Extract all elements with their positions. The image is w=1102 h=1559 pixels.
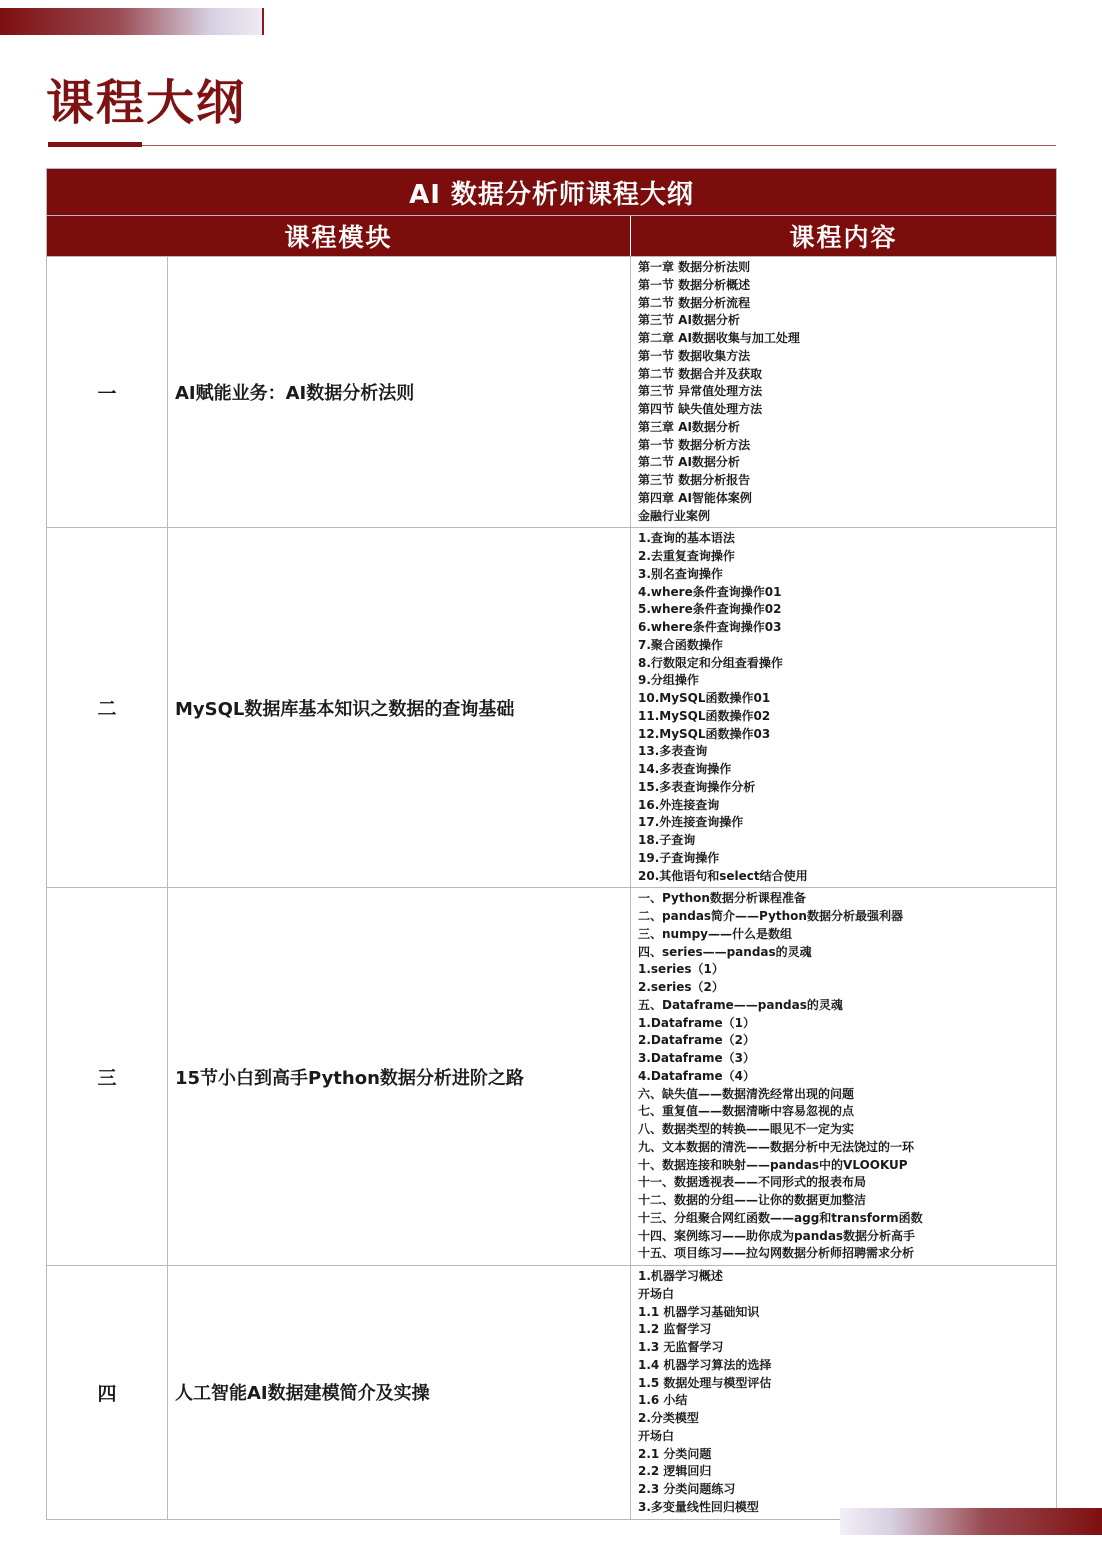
header-gradient-bar bbox=[0, 8, 262, 35]
content-item: 五、Dataframe——pandas的灵魂 bbox=[638, 997, 843, 1012]
content-item: 第三节 AI数据分析 bbox=[638, 313, 740, 328]
content-item: 11.MySQL函数操作02 bbox=[638, 708, 771, 723]
content-list bbox=[638, 530, 1052, 885]
title-underline-accent bbox=[48, 142, 142, 147]
content-item: 1.2 监督学习 bbox=[638, 1322, 712, 1337]
module-name: 15节小白到高手Python数据分析进阶之路 bbox=[168, 888, 631, 1266]
header-bar-divider bbox=[262, 8, 264, 35]
content-item: 第三节 异常值处理方法 bbox=[638, 384, 763, 399]
content-item: 十二、数据的分组——让你的数据更加整洁 bbox=[638, 1193, 867, 1207]
module-number: 二 bbox=[47, 528, 168, 888]
course-outline-table bbox=[46, 168, 1057, 1520]
content-item: 13.多表查询 bbox=[638, 744, 708, 759]
module-content bbox=[631, 528, 1057, 888]
content-item: 10.MySQL函数操作01 bbox=[638, 691, 771, 705]
content-item: 第一节 数据分析方法 bbox=[638, 437, 751, 452]
content-item: 2.3 分类问题练习 bbox=[638, 1482, 736, 1496]
content-item: 3.别名查询操作 bbox=[638, 566, 723, 581]
column-header-content: 课程内容 bbox=[631, 216, 1057, 257]
table-row bbox=[47, 888, 1057, 1266]
content-item: 1.6 小结 bbox=[638, 1393, 688, 1408]
content-item: 9.分组操作 bbox=[638, 673, 699, 688]
content-item: 14.多表查询操作 bbox=[638, 762, 732, 776]
content-item: 2.2 逻辑回归 bbox=[638, 1464, 712, 1479]
content-item: 开场白 bbox=[638, 1286, 675, 1301]
page-title: 课程大纲 bbox=[46, 75, 247, 131]
module-number: 一 bbox=[47, 257, 168, 528]
content-item: 1.series（1） bbox=[638, 962, 724, 977]
content-item: 第三节 数据分析报告 bbox=[638, 473, 751, 487]
content-item: 开场白 bbox=[638, 1428, 675, 1443]
content-item: 第一节 数据收集方法 bbox=[638, 348, 751, 363]
module-content bbox=[631, 257, 1057, 528]
content-item: 7.聚合函数操作 bbox=[638, 637, 723, 652]
content-item: 1.5 数据处理与模型评估 bbox=[638, 1375, 772, 1390]
content-item: 第二节 AI数据分析 bbox=[638, 455, 740, 470]
content-item: 一、Python数据分析课程准备 bbox=[638, 891, 806, 906]
module-name: MySQL数据库基本知识之数据的查询基础 bbox=[168, 528, 631, 888]
module-name: 人工智能AI数据建模简介及实操 bbox=[168, 1266, 631, 1520]
content-item: 17.外连接查询操作 bbox=[638, 815, 744, 830]
content-item: 16.外连接查询 bbox=[638, 797, 720, 812]
content-item: 十、数据连接和映射——pandas中的VLOOKUP bbox=[638, 1157, 908, 1172]
content-item: 18.子查询 bbox=[638, 833, 696, 847]
content-item: 1.查询的基本语法 bbox=[638, 531, 735, 546]
content-item: 12.MySQL函数操作03 bbox=[638, 726, 771, 741]
table-title: AI 数据分析师课程大纲 bbox=[47, 169, 1057, 216]
content-item: 第二章 AI数据收集与加工处理 bbox=[638, 331, 800, 345]
content-item: 2.1 分类问题 bbox=[638, 1446, 712, 1461]
content-item: 6.where条件查询操作03 bbox=[638, 620, 782, 634]
content-item: 2.Dataframe（2） bbox=[638, 1033, 756, 1048]
content-item: 3.多变量线性回归模型 bbox=[638, 1499, 759, 1514]
module-name: AI赋能业务：AI数据分析法则 bbox=[168, 257, 631, 528]
content-item: 金融行业案例 bbox=[638, 508, 711, 523]
table-row bbox=[47, 1266, 1057, 1520]
content-item: 2.series（2） bbox=[638, 980, 724, 994]
content-item: 1.机器学习概述 bbox=[638, 1269, 723, 1283]
content-item: 八、数据类型的转换——眼见不一定为实 bbox=[638, 1122, 855, 1136]
module-number: 四 bbox=[47, 1266, 168, 1520]
content-item: 1.Dataframe（1） bbox=[638, 1015, 756, 1030]
content-item: 第一节 数据分析概述 bbox=[638, 277, 751, 292]
content-item: 二、pandas简介——Python数据分析最强利器 bbox=[638, 909, 903, 923]
content-item: 4.where条件查询操作01 bbox=[638, 584, 782, 599]
module-content bbox=[631, 1266, 1057, 1520]
content-item: 第一章 数据分析法则 bbox=[638, 260, 751, 274]
content-item: 2.去重复查询操作 bbox=[638, 549, 735, 563]
content-item: 1.4 机器学习算法的选择 bbox=[638, 1357, 772, 1372]
content-item: 1.3 无监督学习 bbox=[638, 1340, 724, 1354]
content-item: 三、numpy——什么是数组 bbox=[638, 926, 793, 941]
content-item: 4.Dataframe（4） bbox=[638, 1068, 756, 1083]
content-item: 20.其他语句和select结合使用 bbox=[638, 868, 808, 883]
content-item: 六、缺失值——数据清洗经常出现的问题 bbox=[638, 1086, 855, 1101]
content-item: 2.分类模型 bbox=[638, 1411, 699, 1425]
content-list bbox=[638, 890, 1052, 1263]
table-row bbox=[47, 257, 1057, 528]
content-item: 19.子查询操作 bbox=[638, 850, 720, 865]
title-underline-rule bbox=[142, 145, 1056, 146]
content-item: 8.行数限定和分组查看操作 bbox=[638, 655, 783, 670]
content-item: 十四、案例练习——助你成为pandas数据分析高手 bbox=[638, 1228, 916, 1243]
content-item: 第三章 AI数据分析 bbox=[638, 419, 740, 434]
module-number: 三 bbox=[47, 888, 168, 1266]
content-item: 第四章 AI智能体案例 bbox=[638, 490, 752, 505]
module-content bbox=[631, 888, 1057, 1266]
content-item: 第四节 缺失值处理方法 bbox=[638, 402, 763, 416]
content-item: 九、文本数据的清洗——数据分析中无法饶过的一环 bbox=[638, 1139, 915, 1154]
footer-gradient-bar bbox=[840, 1508, 1102, 1535]
content-list bbox=[638, 1268, 1052, 1517]
content-item: 5.where条件查询操作02 bbox=[638, 602, 782, 617]
column-header-module: 课程模块 bbox=[47, 216, 631, 257]
content-item: 十三、分组聚合网红函数——agg和transform函数 bbox=[638, 1210, 923, 1225]
content-item: 十五、项目练习——拉勾网数据分析师招聘需求分析 bbox=[638, 1246, 915, 1261]
content-item: 1.1 机器学习基础知识 bbox=[638, 1304, 760, 1319]
content-item: 第二节 数据分析流程 bbox=[638, 295, 751, 310]
content-item: 3.Dataframe（3） bbox=[638, 1051, 756, 1065]
content-item: 十一、数据透视表——不同形式的报表布局 bbox=[638, 1175, 867, 1190]
content-item: 七、重复值——数据清晰中容易忽视的点 bbox=[638, 1104, 855, 1119]
content-item: 四、series——pandas的灵魂 bbox=[638, 944, 812, 959]
content-item: 15.多表查询操作分析 bbox=[638, 779, 756, 794]
content-list bbox=[638, 259, 1052, 525]
content-item: 第二节 数据合并及获取 bbox=[638, 366, 763, 381]
table-row bbox=[47, 528, 1057, 888]
